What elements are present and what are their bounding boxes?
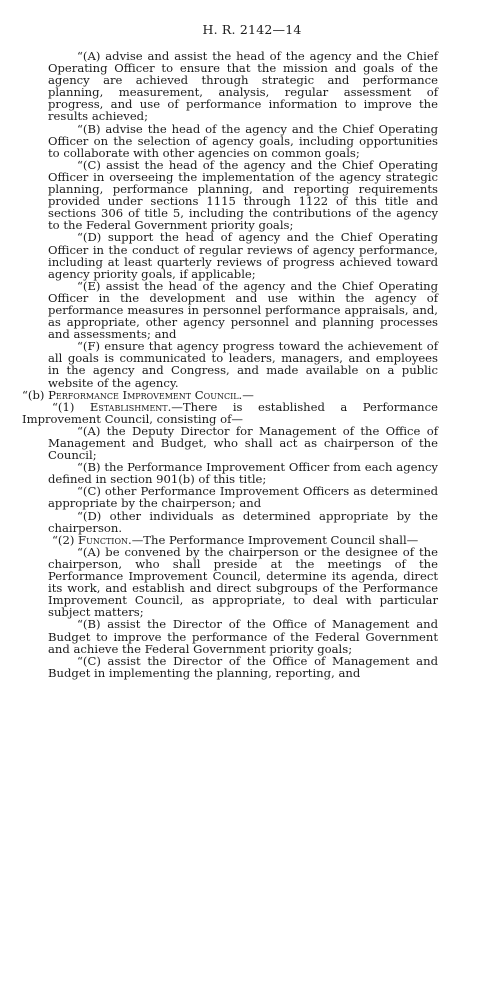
paragraph-e-assist: “(E) assist the head of the agency and the Chief Operating Officer in the development and use within the agency of performance measures in personnel performance appraisals, and, as appropriate, other agency personnel and planning processes and assessments; and: [48, 278, 438, 342]
paragraph-2c-assist: “(C) assist the Director of the Office of Management and Budget in implementing the planning, reporting, and: [48, 653, 438, 680]
paragraph-f-ensure: “(F) ensure that agency progress toward the achievement of all goals is communicated to leaders, managers, and employees in the agency and Congress, and made available on a public website of the agency.: [48, 339, 438, 390]
function-heading: Function: [78, 532, 129, 547]
paragraph-c-assist: “(C) assist the head of the agency and the Chief Operating Officer in overseeing the implementation of the agency strategic planning, performance planning, and reporting requirements provided under sections 1115 through 1122 of this title and sections 306 of title 5, including the contributions of the agency to the Federal Government priority goals;: [48, 157, 438, 233]
document-body: [22, 50, 438, 679]
paragraph-1d-other-individuals: “(D) other individuals as determined appropriate by the chairperson.: [48, 508, 438, 535]
paragraph-a-advise: “(A) advise and assist the head of the agency and the Chief Operating Officer to ensure that the mission and goals of the agency are achieved through strategic and performance planning, measurement, analysis, regular assessment of progress, and use of performance information to improve the results achieved;: [48, 49, 438, 124]
paragraph-1c-other-officers: “(C) other Performance Improvement Officers as determined appropriate by the chairperson; and: [48, 484, 438, 511]
paragraph-b-advise: “(B) advise the head of the agency and the Chief Operating Officer on the selection of agency goals, including opportunities to collaborate with other agencies on common goals;: [48, 121, 438, 160]
paragraph-1a-deputy-director: “(A) the Deputy Director for Management of the Office of Management and Budget, who shall act as chairperson of the Council;: [48, 423, 438, 463]
subsection-b-title: Performance Improvement Council: [48, 387, 239, 402]
page-header: H. R. 2142—14: [202, 22, 302, 37]
paragraph-1-establishment: “(1) Establishment.—There is established a Performance Improvement Council, consisting of—: [22, 399, 438, 426]
paragraph-d-support: “(D) support the head of agency and the Chief Operating Officer in the conduct of regular reviews of agency performance, including at least quarterly reviews of progress achieved toward agency priority goals, if applicable;: [48, 230, 438, 281]
paragraph-2a-convened: “(A) be convened by the chairperson or the designee of the chairperson, who shall preside at the meetings of the Performance Improvement Council, determine its agenda, direct its work, and establish and direct subgroups of the Performance Improvement Council, as appropriate, to deal with particular subject matters;: [48, 544, 438, 620]
establishment-heading: Establishment: [89, 399, 168, 414]
paragraph-2b-assist: “(B) assist the Director of the Office of Management and Budget to improve the performance of the Federal Government and achieve the Federal Government priority goals;: [48, 617, 438, 656]
paragraph-2-function: “(2) Function.—The Performance Improvement Council shall—: [52, 532, 419, 547]
paragraph-1b-officer: “(B) the Performance Improvement Officer from each agency defined in section 901(b) of this title;: [48, 460, 438, 487]
subsection-b-heading: “(b) Performance Improvement Council.—: [22, 387, 254, 402]
